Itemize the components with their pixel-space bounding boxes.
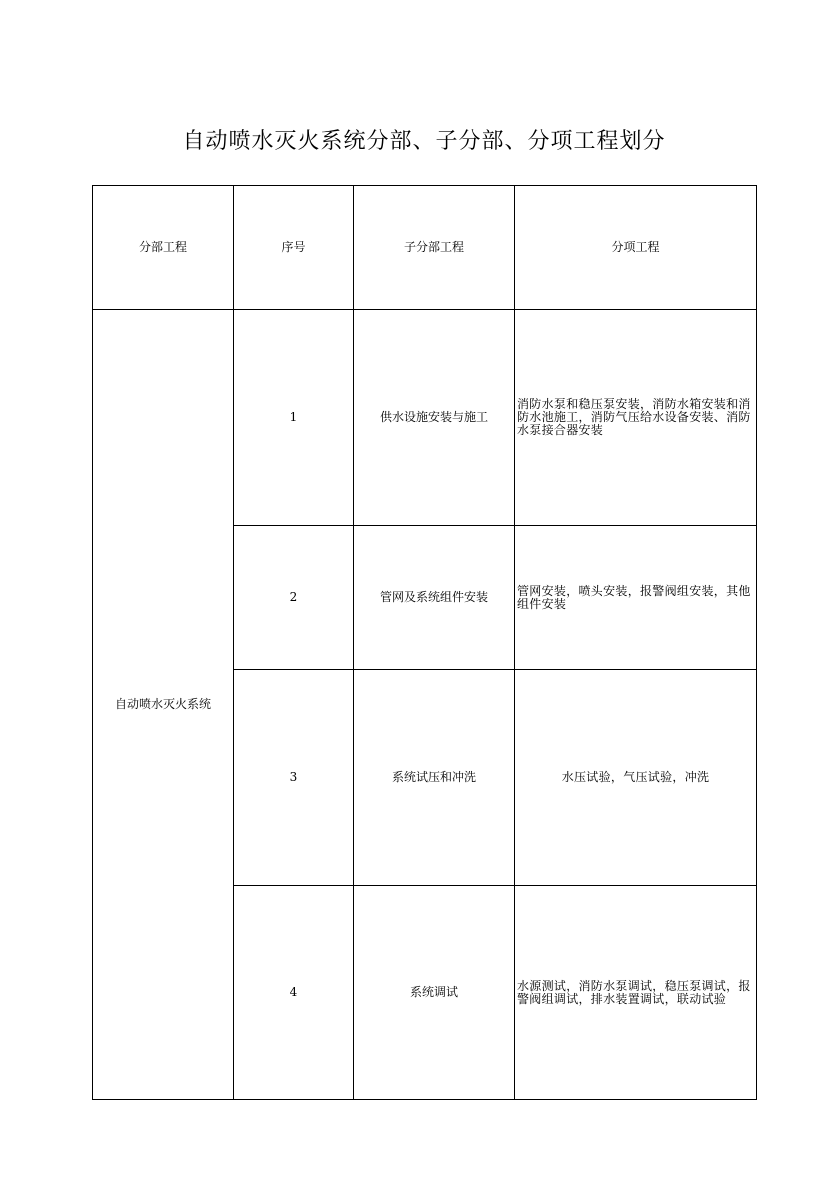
division-table [92, 185, 757, 1100]
subdivision-cell: 管网及系统组件安装 [354, 526, 515, 670]
seq-cell: 1 [234, 310, 354, 526]
header-seq: 序号 [234, 186, 354, 310]
items-cell: 管网安装，喷头安装，报警阀组安装，其他组件安装 [515, 526, 757, 670]
subdivision-cell: 系统调试 [354, 886, 515, 1100]
subdivision-cell: 系统试压和冲洗 [354, 670, 515, 886]
seq-cell: 3 [234, 670, 354, 886]
items-cell: 水压试验，气压试验，冲洗 [515, 670, 757, 886]
header-subdivision: 子分部工程 [354, 186, 515, 310]
seq-cell: 2 [234, 526, 354, 670]
header-items: 分项工程 [515, 186, 757, 310]
items-cell: 水源测试，消防水泵调试，稳压泵调试，报警阀组调试，排水装置调试，联动试验 [515, 886, 757, 1100]
items-cell: 消防水泵和稳压泵安装，消防水箱安装和消防水池施工，消防气压给水设备安装、消防水泵接合器安装 [515, 310, 757, 526]
division-name-cell: 自动喷水灭火系统 [93, 310, 234, 1100]
table-row [93, 310, 757, 526]
page-title: 自动喷水灭火系统分部、子分部、分项工程划分 [182, 129, 666, 154]
header-division: 分部工程 [93, 186, 234, 310]
subdivision-cell: 供水设施安装与施工 [354, 310, 515, 526]
header-row [93, 186, 757, 310]
seq-cell: 4 [234, 886, 354, 1100]
